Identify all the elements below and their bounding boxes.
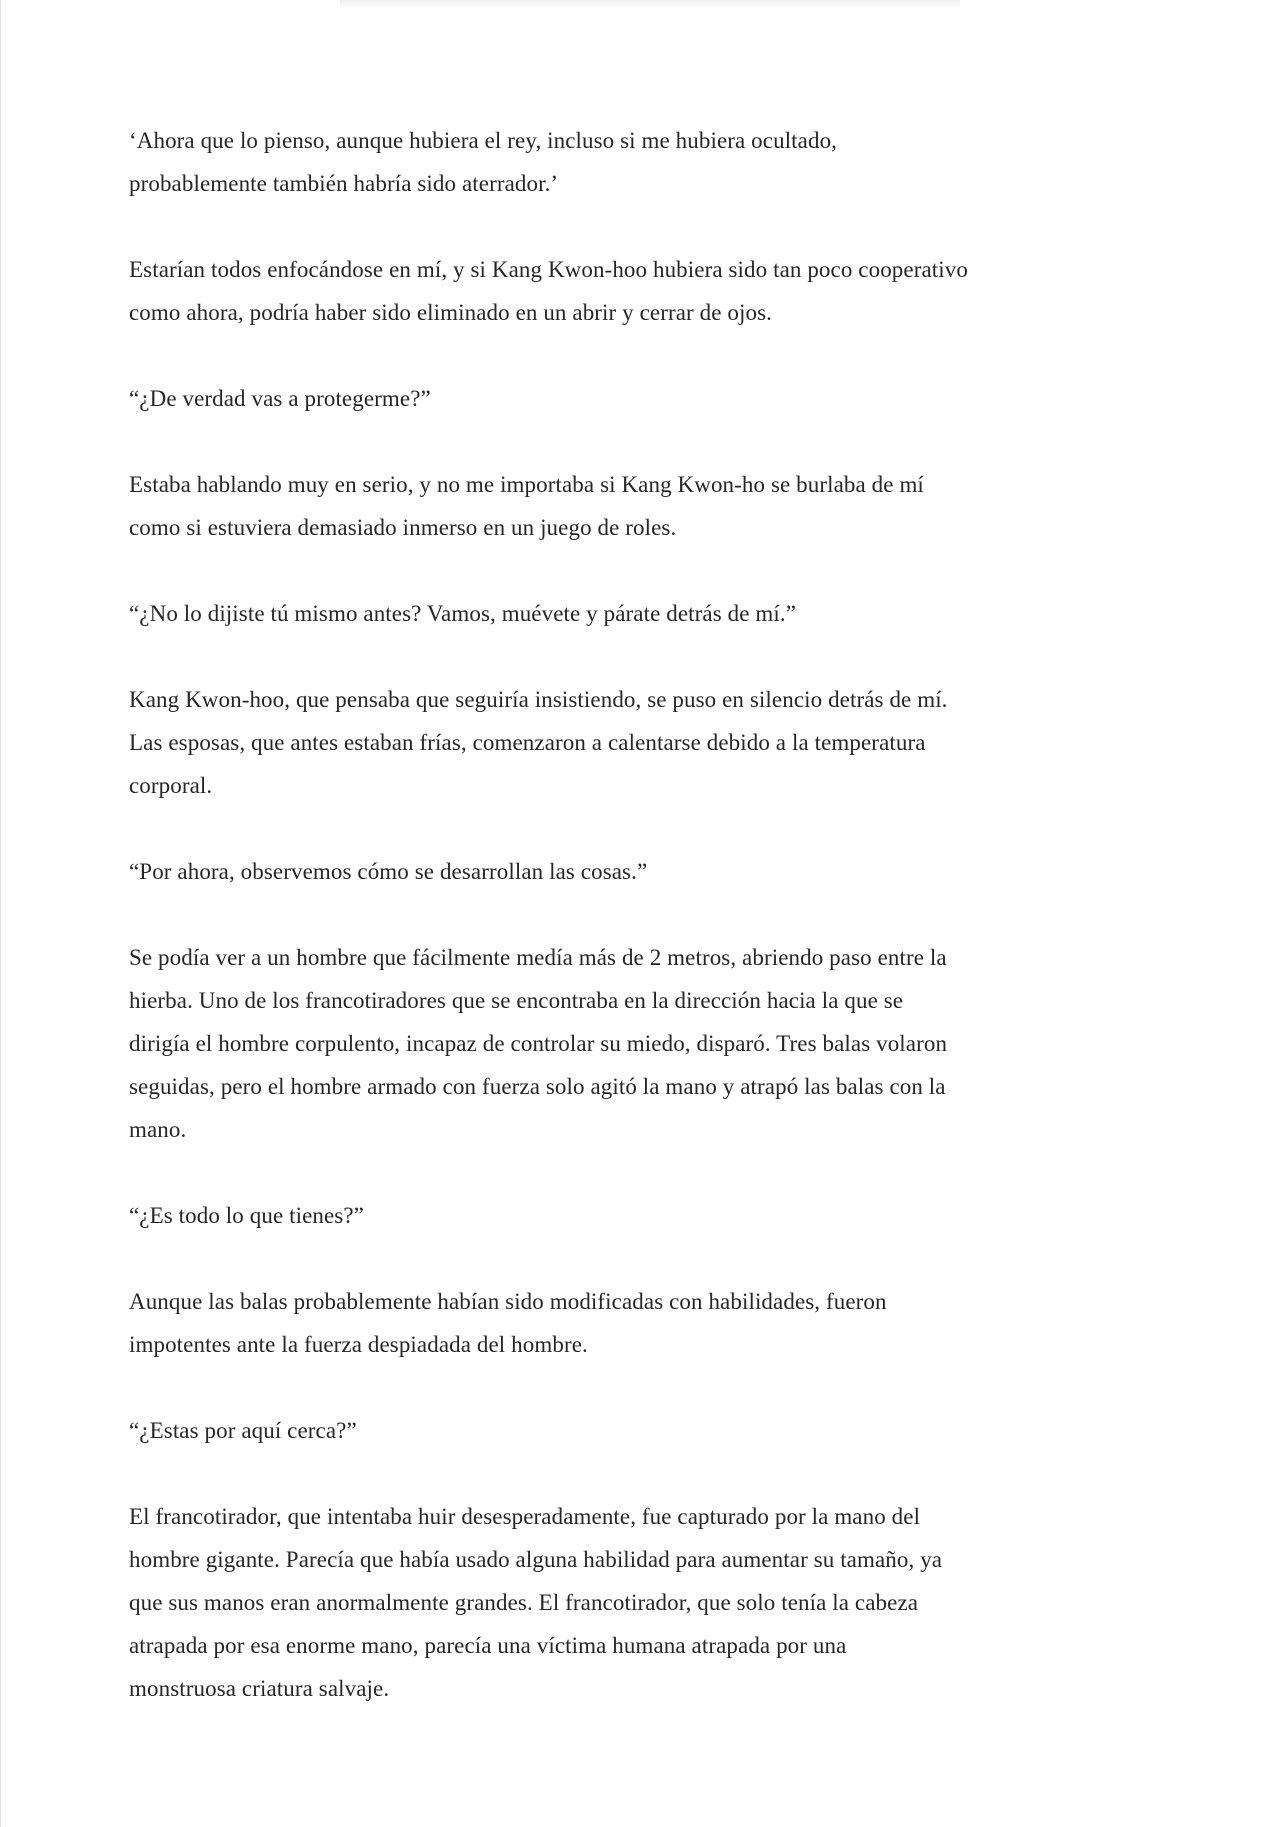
paragraph	[129, 1495, 1189, 1710]
text-line: atrapada por esa enorme mano, parecía una víctima humana atrapada por una	[129, 1633, 847, 1658]
paragraph	[129, 119, 1189, 205]
paragraph	[129, 377, 1189, 420]
text-line: Kang Kwon-hoo, que pensaba que seguiría insistiendo, se puso en silencio detrás de mí.	[129, 687, 948, 712]
text-line: probablemente también habría sido aterrador.’	[129, 171, 559, 196]
paragraph	[129, 850, 1189, 893]
text-line: mano.	[129, 1117, 187, 1142]
text-line: Aunque las balas probablemente habían sido modificadas con habilidades, fueron	[129, 1289, 887, 1314]
text-line: “¿De verdad vas a protegerme?”	[129, 386, 431, 411]
text-line: hierba. Uno de los francotiradores que se encontraba en la dirección hacia la que se	[129, 988, 904, 1013]
text-line: “¿No lo dijiste tú mismo antes? Vamos, muévete y párate detrás de mí.”	[129, 601, 797, 626]
paragraph	[129, 1409, 1189, 1452]
story-text	[129, 119, 1189, 1753]
text-line: que sus manos eran anormalmente grandes. El francotirador, que solo tenía la cabeza	[129, 1590, 919, 1615]
text-line: seguidas, pero el hombre armado con fuerza solo agitó la mano y atrapó las balas con la	[129, 1074, 946, 1099]
text-line: hombre gigante. Parecía que había usado alguna habilidad para aumentar su tamaño, ya	[129, 1547, 943, 1572]
text-line: dirigía el hombre corpulento, incapaz de controlar su miedo, disparó. Tres balas volaron	[129, 1031, 948, 1056]
paragraph	[129, 1194, 1189, 1237]
text-line: como ahora, podría haber sido eliminado en un abrir y cerrar de ojos.	[129, 300, 773, 325]
top-shadow	[340, 0, 960, 8]
paragraph	[129, 463, 1189, 549]
text-line: Se podía ver a un hombre que fácilmente medía más de 2 metros, abriendo paso entre la	[129, 945, 947, 970]
paragraph	[129, 592, 1189, 635]
page-edge	[0, 0, 1, 1827]
text-line: impotentes ante la fuerza despiadada del hombre.	[129, 1332, 588, 1357]
paragraph	[129, 248, 1189, 334]
text-line: Estaba hablando muy en serio, y no me importaba si Kang Kwon-ho se burlaba de mí	[129, 472, 924, 497]
text-line: Estarían todos enfocándose en mí, y si Kang Kwon-hoo hubiera sido tan poco cooperativo	[129, 257, 968, 282]
text-line: como si estuviera demasiado inmerso en un juego de roles.	[129, 515, 677, 540]
text-line: “¿Es todo lo que tienes?”	[129, 1203, 364, 1228]
text-line: corporal.	[129, 773, 213, 798]
text-line: “Por ahora, observemos cómo se desarrollan las cosas.”	[129, 859, 648, 884]
text-line: monstruosa criatura salvaje.	[129, 1676, 390, 1701]
text-line: “¿Estas por aquí cerca?”	[129, 1418, 357, 1443]
text-line: ‘Ahora que lo pienso, aunque hubiera el rey, incluso si me hubiera ocultado,	[129, 128, 838, 153]
text-line: Las esposas, que antes estaban frías, comenzaron a calentarse debido a la temperatura	[129, 730, 926, 755]
text-line: El francotirador, que intentaba huir desesperadamente, fue capturado por la mano del	[129, 1504, 921, 1529]
paragraph	[129, 936, 1189, 1151]
paragraph	[129, 1280, 1189, 1366]
paragraph	[129, 678, 1189, 807]
